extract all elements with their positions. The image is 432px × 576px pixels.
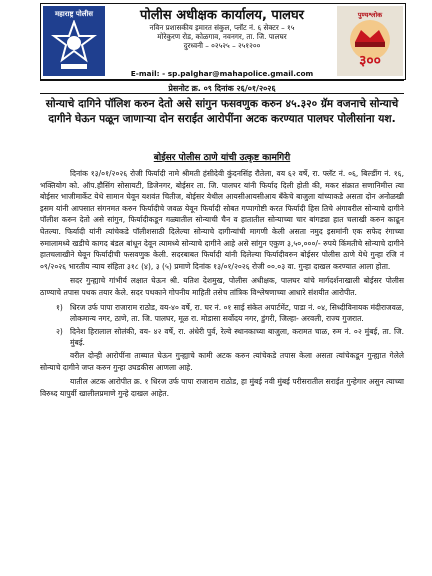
list-item-number: १) (56, 302, 63, 312)
divider-line (40, 80, 404, 81)
accused-list (40, 302, 404, 349)
list-item-text: धिरज उर्फ पापा राजाराम राठोड, वय-४० वर्षे, रा. घर नं. ०१ साई संकेत अपार्टमेंट, पाडा नं. ०४, सिध्दीविनायक मंदीराजवळ, लोकमान्य नगर, ठाणे, ता. जि. पालघर, मूळ रा. मोडासा सर्वोदय नगर, डुंगरी, जिल्हा- अरवली, राज्य गुजरात. (70, 302, 404, 324)
anniversary-logo (337, 6, 403, 76)
body-paragraph: सदर गुन्ह्याचे गांभीर्य लक्षात घेऊन श्री. यतिश देशमुख, पोलीस अधीक्षक, पालघर यांचे मार्गदर्शनाखाली बोईसर पोलीस ठाण्याचे तपास पथक तयार केले. सदर पथकाने गोपनीय माहिती तसेच तांत्रिक विश्लेषणाच्या आधारे संशयीत आरोपीत. (40, 276, 404, 297)
body-paragraph: वरील दोन्ही आरोपींना ताब्यात घेऊन गुन्ह्याचे कामी अटक करुन त्यांचेकडे तपास केला असता त्यांचेकडून गुन्ह्यात गेलेले सोन्याचे दागीने जप्त करुन गुन्हा उघडकीस आणला आहे. (40, 350, 404, 372)
police-star-icon (51, 20, 97, 72)
body-paragraph: यातील अटक आरोपीत क्र. १ धिरज उर्फ पापा राजाराम राठोड, हा मुंबई नवी मुंबई परीसरातील सराईत गुन्हेगार असुन त्याच्या विरुध्द यापुर्वी खालीलप्रमाणे गुन्हे दाखल आहेत. (40, 377, 404, 398)
address-line-1: नविन प्रशासकीय इमारत संकुल, प्लॉट नं. ६ सेक्टर – १५ (149, 23, 295, 32)
letterhead-text (109, 4, 335, 79)
letterhead (40, 3, 406, 80)
subheadline: बोईसर पोलीस ठाणे यांची उत्कृष्ट कामगिरी (153, 153, 291, 163)
email-line: E-mail: - sp.palghar@mahapolice.gmail.com (130, 69, 314, 78)
headline: सोन्याचे दागिने पॉलिश करुन देतो असे सांगुन फसवणुक करुन ४५.३२० ग्रॅम वजनाचे सोन्याचे दागीने घेऊन पळून जाणाऱ्या दोन सराईत आरोपींना अटक करण्यात पालघर पोलीसांना यश. (45, 98, 399, 125)
press-note-body (40, 168, 404, 402)
left-logo-text: महाराष्ट्र पोलीस (55, 10, 93, 18)
divider-line (40, 93, 404, 94)
list-item (56, 302, 404, 325)
body-paragraph: दिनांक १३/०१/२०२६ रोजी फिर्यादी नामे श्रीमती हंसीदेवी कुंदनसिंह रौतेला, वय ६२ वर्षे, रा. फ्लॅट नं. ०६, बिल्डींग नं. १६, भक्तियोग को. ऑप.हौसिंग सोसायटी, डिजेनगर, बोईसर ता. जि. पालघर यांनी फिर्याद दिली होती की, मकर संक्रात सणानिमीत्त त्या बोईसर भाजीमार्केट येथे सामान घेवून यशवंत चितीज, बोईसर येथील आयसीआयसीआय बँकेचे बाजुला यांच्याकडे असता दोन अनोळखी इसम यांनी आपसात संगनमत करुन फिर्यादीचे जवळ येवून फिर्यादी सोबत गप्पागोष्टी करत फिर्यादी हिस तिचे अंगावरील सोन्याचे दागीने पॉलीश करुन देतो असे सांगुन, फिर्यादीकडून गळ्यातील सोन्याची चैन व हातातील सोन्याच्या चार बांगड्या हात चलाखी करुन काढून घेतल्या. फिर्यादी यांनी त्यांचेकडे पॉलीशसाठी दिलेल्या सोन्याचे दागीन्यांची मागणी केली असता नमुद इसमांनी एक सफेद रंगाच्या रुमालामध्ये खडीचे कागद बंडल बांधून देवून त्यामध्ये सोन्याचे दागीने आहे असे सांगुन एकुण ३,५०,०००/- रुपये किंमतीचे सोन्याचे दागीने हातचलाखीने घेवून फिर्यादीची फसवणुक केली. सदरबाबत फिर्यादी यांनी दिलेल्या फिर्यादीवरुन बोईसर पोलीस ठाणे येथे गुन्हा रजि नं ०९/२०२६ भारतीय न्याय संहिता ३१८ (४), ३ (५) प्रमाणे दिनांक १३/०१/२०२६ रोजी ००.०३ वा. गुन्हा दाखल करण्यात आला होता. (40, 169, 404, 271)
press-note-number: प्रेसनोट क्र. ०९ दिनांक २६/०१/२०२६ (168, 84, 276, 93)
address-line-2: मोरेकुरण रोड, कोळगाव, नवनगर, ता. जि. पालघर (157, 32, 287, 41)
phone-line: दुरध्वनी – ०२५२५ – २५१२०० (183, 41, 261, 50)
list-item-number: २) (56, 326, 63, 336)
list-item (56, 326, 404, 349)
maharashtra-police-logo (43, 6, 105, 76)
office-name: पोलीस अधीक्षक कार्यालय, पालघर (139, 8, 304, 23)
list-item-text: दिनेश हिरालाल सोलंकी, वय- ४२ वर्षे, रा. अंधेरी पुर्व, रेल्वे स्थानकाच्या बाजुला, करामत चाळ, रुम नं. ०२ मुंबई, ता. जि. मुंबई. (70, 326, 404, 348)
right-logo-text: पुण्यश्लोक (357, 11, 383, 19)
right-logo-number: ३०० (359, 53, 381, 69)
